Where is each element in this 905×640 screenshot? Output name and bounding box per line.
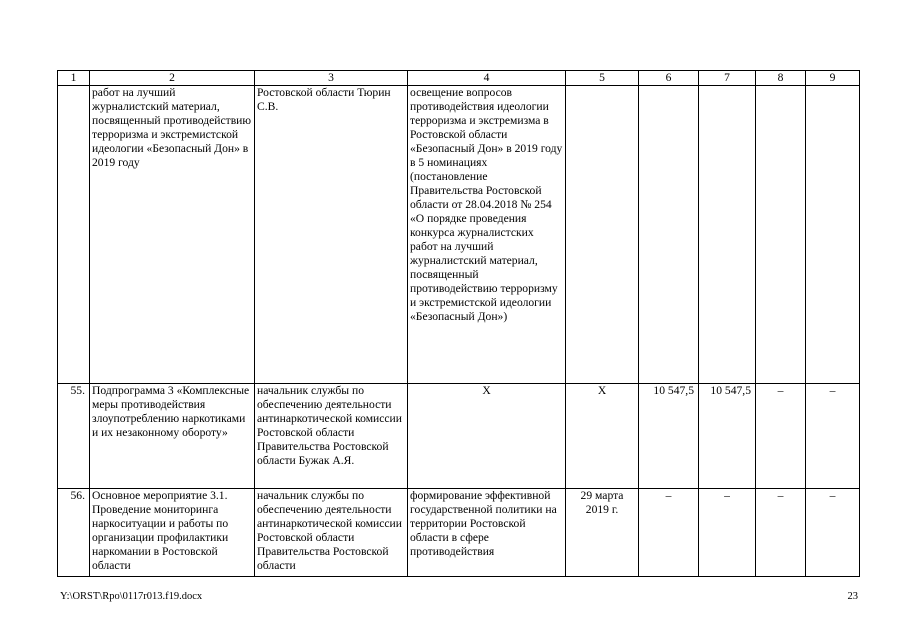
header-cell: 2 (90, 71, 255, 86)
deadline (566, 86, 639, 384)
responsible-person: Ростовской области Тюрин С.В. (255, 86, 408, 384)
value-col7: 10 547,5 (699, 384, 756, 489)
value-col7: – (699, 489, 756, 577)
expected-result: формирование эффективной государственной политики на территории Ростовской области в сфере противодействия (408, 489, 566, 577)
header-cell: 6 (639, 71, 699, 86)
deadline: Х (566, 384, 639, 489)
table-row (58, 86, 860, 384)
row-number (58, 86, 90, 384)
responsible-person: начальник службы по обеспечению деятельности антинаркотической комиссии Ростовской области Правительства Ростовской области Бужак А.Я. (255, 384, 408, 489)
header-cell: 9 (806, 71, 860, 86)
value-col8 (756, 86, 806, 384)
event-name: Основное мероприятие 3.1. Проведение мониторинга наркоситуации и работы по организации профилактики наркомании в Ростовской области (90, 489, 255, 577)
expected-result: Х (408, 384, 566, 489)
value-col6 (639, 86, 699, 384)
row-number: 55. (58, 384, 90, 489)
document-table (57, 70, 860, 577)
value-col9 (806, 86, 860, 384)
responsible-person: начальник службы по обеспечению деятельности антинаркотической комиссии Ростовской области Правительства Ростовской области (255, 489, 408, 577)
footer-file-path: Y:\ORST\Rpo\0117r013.f19.docx (60, 591, 203, 602)
expected-result: освещение вопросов противодействия идеологии терроризма и экстремизма в Ростовской области «Безопасный Дон» в 2019 году в 5 номинациях (постановление Правительства Ростовской области от 28.04.2018 № 254 «О порядке проведения конкурса журналистских работ на лучший журналистский материал, посвященный противодействию терроризму и экстремистской идеологии «Безопасный Дон») (408, 86, 566, 384)
value-col8: – (756, 489, 806, 577)
deadline: 29 марта 2019 г. (566, 489, 639, 577)
header-cell: 3 (255, 71, 408, 86)
event-name: работ на лучший журналистский материал, посвященный противодействию терроризма и экстремистской идеологии «Безопасный Дон» в 2019 году (90, 86, 255, 384)
value-col6: – (639, 489, 699, 577)
row-number: 56. (58, 489, 90, 577)
event-name: Подпрограмма 3 «Комплексные меры противодействия злоупотреблению наркотиками и их незаконному обороту» (90, 384, 255, 489)
header-cell: 8 (756, 71, 806, 86)
header-cell: 7 (699, 71, 756, 86)
table-header-row (58, 71, 860, 86)
value-col9: – (806, 489, 860, 577)
header-cell: 1 (58, 71, 90, 86)
header-cell: 5 (566, 71, 639, 86)
value-col6: 10 547,5 (639, 384, 699, 489)
table-row (58, 384, 860, 489)
page-number: 23 (847, 591, 858, 602)
value-col7 (699, 86, 756, 384)
value-col8: – (756, 384, 806, 489)
table-row (58, 489, 860, 577)
value-col9: – (806, 384, 860, 489)
header-cell: 4 (408, 71, 566, 86)
